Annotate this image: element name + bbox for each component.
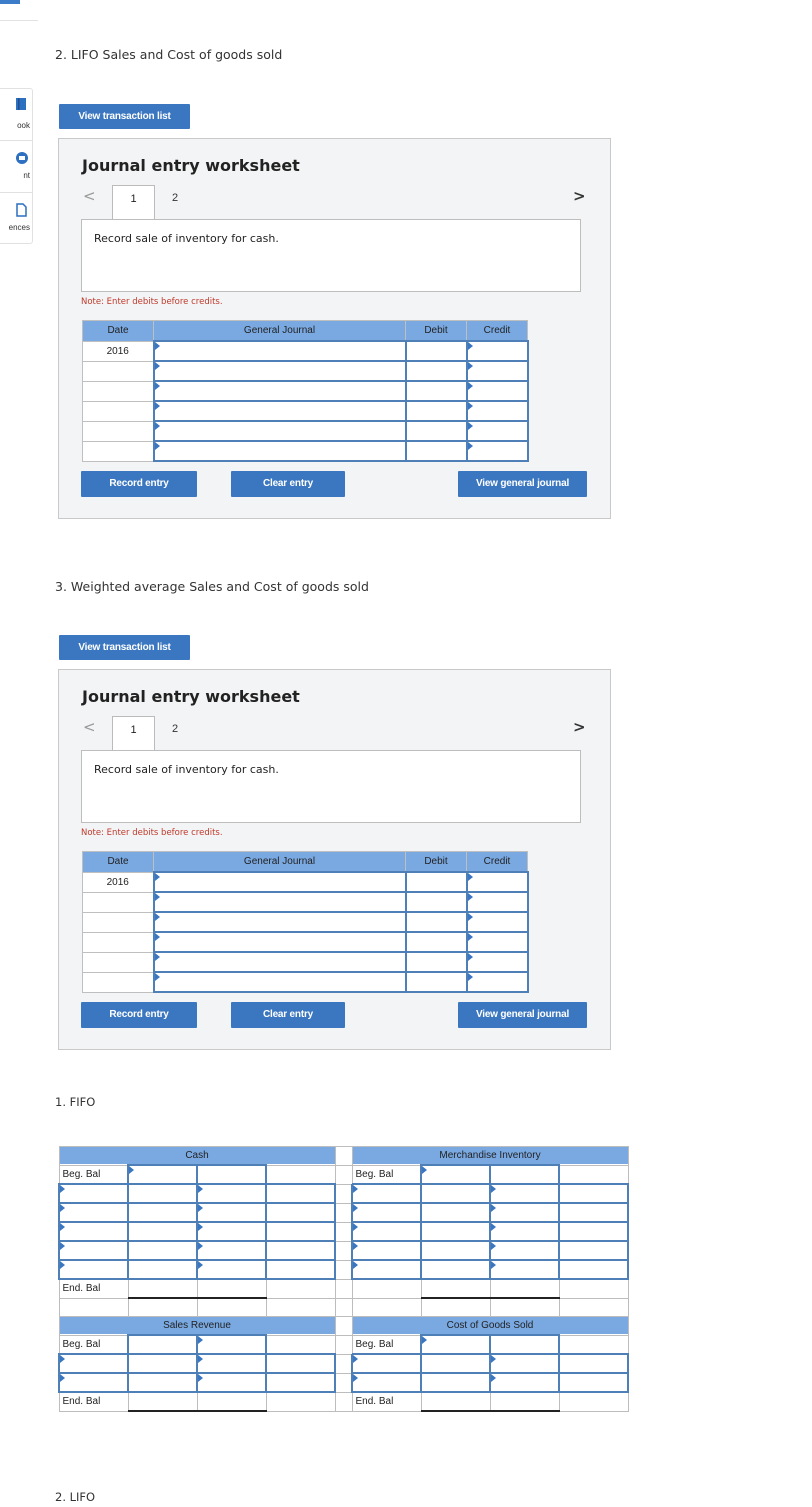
table-row	[83, 872, 528, 892]
table-row	[83, 381, 528, 401]
t-cell	[559, 1279, 628, 1298]
next-arrow-icon[interactable]: >	[573, 187, 586, 205]
t-cell	[352, 1298, 421, 1317]
table-row	[59, 1203, 628, 1222]
spacer-cell	[335, 1222, 352, 1241]
note-text: Note: Enter debits before credits.	[81, 828, 223, 838]
t-input[interactable]	[490, 1203, 559, 1222]
dropdown-marker-icon	[491, 1223, 496, 1231]
dropdown-marker-icon	[491, 1355, 496, 1363]
table-header	[83, 321, 528, 342]
dropdown-marker-icon	[353, 1204, 358, 1212]
t-input[interactable]	[197, 1241, 266, 1260]
t-input[interactable]	[421, 1184, 490, 1203]
table-row	[83, 401, 528, 421]
t-input[interactable]	[128, 1203, 197, 1222]
debit-input[interactable]	[406, 341, 467, 361]
table-row	[83, 421, 528, 441]
credit-input[interactable]	[467, 341, 528, 361]
credit-input[interactable]	[467, 892, 528, 912]
dropdown-marker-icon	[491, 1242, 496, 1250]
t-total-cell	[421, 1279, 490, 1298]
table-row	[59, 1222, 628, 1241]
dropdown-marker-icon	[60, 1261, 65, 1269]
t-input[interactable]	[352, 1203, 421, 1222]
record-entry-button[interactable]: Record entry	[81, 471, 197, 497]
date-cell	[83, 892, 154, 912]
debit-input[interactable]	[406, 972, 467, 992]
debit-input[interactable]	[406, 872, 467, 892]
credit-input[interactable]	[467, 872, 528, 892]
dropdown-marker-icon	[155, 382, 160, 390]
table-row	[59, 1147, 628, 1166]
dropdown-marker-icon	[468, 362, 473, 370]
t-input[interactable]	[352, 1241, 421, 1260]
t-input[interactable]	[197, 1165, 266, 1184]
dropdown-marker-icon	[468, 422, 473, 430]
table-row	[83, 892, 528, 912]
t-cell	[490, 1298, 559, 1317]
account-input[interactable]	[154, 892, 406, 912]
account-input[interactable]	[154, 912, 406, 932]
end-bal-label: End. Bal	[59, 1279, 128, 1298]
t-input[interactable]	[128, 1373, 197, 1392]
document-icon	[15, 203, 27, 217]
table-row	[59, 1373, 628, 1392]
dropdown-marker-icon	[491, 1185, 496, 1193]
t-total-cell	[490, 1279, 559, 1298]
account-input[interactable]	[154, 381, 406, 401]
t-input[interactable]	[266, 1260, 335, 1279]
dropdown-marker-icon	[353, 1242, 358, 1250]
t-input[interactable]	[490, 1354, 559, 1373]
sidebar-item-label: nt	[23, 171, 30, 180]
dropdown-marker-icon	[468, 893, 473, 901]
credit-input[interactable]	[467, 972, 528, 992]
dropdown-marker-icon	[60, 1185, 65, 1193]
dropdown-marker-icon	[468, 873, 473, 881]
worksheet-title: Journal entry worksheet	[82, 156, 300, 175]
book-icon	[15, 97, 27, 111]
t-cell	[559, 1335, 628, 1354]
table-row	[83, 341, 528, 361]
debit-input[interactable]	[406, 912, 467, 932]
t-input[interactable]	[266, 1354, 335, 1373]
table-row	[59, 1354, 628, 1373]
t-cell	[266, 1279, 335, 1298]
date-cell	[83, 912, 154, 932]
beg-bal-label: Beg. Bal	[352, 1335, 421, 1354]
t-input[interactable]	[128, 1260, 197, 1279]
account-input[interactable]	[154, 932, 406, 952]
column-date: Date	[83, 321, 154, 342]
tab-2[interactable]: 2	[172, 723, 179, 735]
table-row	[59, 1241, 628, 1260]
t-cell	[266, 1298, 335, 1317]
dropdown-marker-icon	[468, 342, 473, 350]
dropdown-marker-icon	[155, 873, 160, 881]
dropdown-marker-icon	[353, 1374, 358, 1382]
journal-worksheet	[58, 138, 611, 519]
t-input[interactable]	[352, 1222, 421, 1241]
account-title-merchandise-inventory: Merchandise Inventory	[352, 1147, 628, 1166]
dropdown-marker-icon	[353, 1185, 358, 1193]
dropdown-marker-icon	[155, 362, 160, 370]
date-cell: 2016	[83, 341, 154, 361]
t-input[interactable]	[421, 1222, 490, 1241]
t-input[interactable]	[490, 1260, 559, 1279]
table-row	[59, 1335, 628, 1354]
dropdown-marker-icon	[155, 422, 160, 430]
dropdown-marker-icon	[155, 442, 160, 450]
print-icon	[15, 151, 29, 165]
sidebar-item-label: ook	[17, 121, 30, 130]
sidebar-item-references[interactable]	[0, 193, 32, 244]
table-row	[59, 1317, 628, 1336]
dropdown-marker-icon	[129, 1166, 134, 1174]
t-accounts-grid	[58, 1146, 629, 1412]
tab-2[interactable]: 2	[172, 192, 179, 204]
clear-entry-button[interactable]: Clear entry	[231, 1002, 345, 1028]
dropdown-marker-icon	[468, 953, 473, 961]
t-input[interactable]	[59, 1260, 128, 1279]
t-input[interactable]	[421, 1354, 490, 1373]
description-text: Record sale of inventory for cash.	[94, 763, 279, 776]
t-total-cell	[197, 1392, 266, 1411]
t-cell	[421, 1298, 490, 1317]
dropdown-marker-icon	[60, 1374, 65, 1382]
account-input[interactable]	[154, 361, 406, 381]
table-row	[83, 952, 528, 972]
dropdown-marker-icon	[155, 933, 160, 941]
credit-input[interactable]	[467, 401, 528, 421]
spacer-cell	[335, 1260, 352, 1279]
t-input[interactable]	[59, 1354, 128, 1373]
date-cell	[83, 441, 154, 461]
spacer-cell	[335, 1335, 352, 1354]
t-input[interactable]	[559, 1203, 628, 1222]
account-input[interactable]	[154, 401, 406, 421]
sidebar	[0, 88, 33, 244]
end-bal-label	[352, 1279, 421, 1298]
spacer-cell	[335, 1317, 352, 1336]
debit-input[interactable]	[406, 361, 467, 381]
t-input[interactable]	[197, 1184, 266, 1203]
journal-worksheet	[58, 669, 611, 1050]
spacer-cell	[335, 1354, 352, 1373]
section-title-lifo-footer: 2. LIFO	[55, 1490, 96, 1504]
journal-table	[82, 851, 529, 993]
date-cell	[83, 932, 154, 952]
t-input[interactable]	[266, 1203, 335, 1222]
t-total-cell	[421, 1392, 490, 1411]
account-input[interactable]	[154, 421, 406, 441]
dropdown-marker-icon	[491, 1261, 496, 1269]
credit-input[interactable]	[467, 381, 528, 401]
dropdown-marker-icon	[198, 1336, 203, 1344]
t-input[interactable]	[421, 1260, 490, 1279]
t-cell	[559, 1165, 628, 1184]
section-title-weighted-average: 3. Weighted average Sales and Cost of goods sold	[55, 579, 369, 594]
column-credit: Credit	[467, 321, 528, 342]
t-input[interactable]	[490, 1165, 559, 1184]
t-input[interactable]	[421, 1373, 490, 1392]
t-input[interactable]	[490, 1373, 559, 1392]
t-cell	[266, 1392, 335, 1411]
dropdown-marker-icon	[468, 382, 473, 390]
dropdown-marker-icon	[353, 1223, 358, 1231]
t-input[interactable]	[421, 1203, 490, 1222]
date-cell: 2016	[83, 872, 154, 892]
account-input[interactable]	[154, 952, 406, 972]
credit-input[interactable]	[467, 441, 528, 461]
t-cell	[59, 1298, 128, 1317]
account-title-sales-revenue: Sales Revenue	[59, 1317, 335, 1336]
t-input[interactable]	[352, 1260, 421, 1279]
t-input[interactable]	[559, 1241, 628, 1260]
section-title-fifo: 1. FIFO	[55, 1095, 96, 1109]
record-entry-button[interactable]: Record entry	[81, 1002, 197, 1028]
dropdown-marker-icon	[353, 1355, 358, 1363]
table-row	[59, 1165, 628, 1184]
description-text: Record sale of inventory for cash.	[94, 232, 279, 245]
t-input[interactable]	[197, 1373, 266, 1392]
column-general-journal: General Journal	[154, 321, 406, 342]
view-transaction-list-button[interactable]: View transaction list	[59, 635, 190, 660]
beg-bal-label: Beg. Bal	[59, 1165, 128, 1184]
prev-arrow-icon[interactable]: <	[83, 718, 96, 736]
debit-input[interactable]	[406, 421, 467, 441]
t-input[interactable]	[59, 1373, 128, 1392]
journal-table	[82, 320, 529, 462]
dropdown-marker-icon	[155, 893, 160, 901]
t-input[interactable]	[59, 1203, 128, 1222]
dropdown-marker-icon	[198, 1261, 203, 1269]
beg-bal-label: Beg. Bal	[59, 1335, 128, 1354]
spacer-cell	[335, 1184, 352, 1203]
dropdown-marker-icon	[198, 1355, 203, 1363]
table-row	[83, 912, 528, 932]
t-input[interactable]	[490, 1241, 559, 1260]
t-cell	[559, 1298, 628, 1317]
date-cell	[83, 972, 154, 992]
clear-entry-button[interactable]: Clear entry	[231, 471, 345, 497]
credit-input[interactable]	[467, 361, 528, 381]
t-cell	[197, 1298, 266, 1317]
account-input[interactable]	[154, 972, 406, 992]
t-input[interactable]	[490, 1222, 559, 1241]
column-date: Date	[83, 852, 154, 873]
t-input[interactable]	[128, 1354, 197, 1373]
dropdown-marker-icon	[468, 933, 473, 941]
table-header	[83, 852, 528, 873]
t-input[interactable]	[197, 1260, 266, 1279]
t-input[interactable]	[197, 1222, 266, 1241]
view-transaction-list-button[interactable]: View transaction list	[59, 104, 190, 129]
spacer-cell	[335, 1241, 352, 1260]
note-text: Note: Enter debits before credits.	[81, 297, 223, 307]
t-cell	[266, 1165, 335, 1184]
t-total-cell	[490, 1392, 559, 1411]
dropdown-marker-icon	[491, 1204, 496, 1212]
t-input[interactable]	[128, 1335, 197, 1354]
debit-input[interactable]	[406, 401, 467, 421]
t-input[interactable]	[266, 1222, 335, 1241]
dropdown-marker-icon	[198, 1223, 203, 1231]
account-input[interactable]	[154, 341, 406, 361]
t-input[interactable]	[559, 1260, 628, 1279]
t-input[interactable]	[421, 1335, 490, 1354]
t-input[interactable]	[197, 1335, 266, 1354]
dropdown-marker-icon	[60, 1242, 65, 1250]
credit-input[interactable]	[467, 421, 528, 441]
credit-input[interactable]	[467, 932, 528, 952]
tab-1[interactable]: 1	[112, 716, 155, 750]
t-input[interactable]	[59, 1241, 128, 1260]
debit-input[interactable]	[406, 381, 467, 401]
account-title-cash: Cash	[59, 1147, 335, 1166]
t-total-cell	[128, 1279, 197, 1298]
dropdown-marker-icon	[155, 973, 160, 981]
worksheet-title: Journal entry worksheet	[82, 687, 300, 706]
dropdown-marker-icon	[60, 1355, 65, 1363]
debit-input[interactable]	[406, 952, 467, 972]
debit-input[interactable]	[406, 932, 467, 952]
t-input[interactable]	[559, 1373, 628, 1392]
beg-bal-label: Beg. Bal	[352, 1165, 421, 1184]
column-general-journal: General Journal	[154, 852, 406, 873]
entry-description	[81, 219, 581, 292]
account-title-cost-of-goods-sold: Cost of Goods Sold	[352, 1317, 628, 1336]
t-input[interactable]	[59, 1184, 128, 1203]
t-cell	[266, 1335, 335, 1354]
sidebar-item-label: ences	[8, 223, 30, 232]
account-input[interactable]	[154, 441, 406, 461]
dropdown-marker-icon	[491, 1374, 496, 1382]
dropdown-marker-icon	[422, 1336, 427, 1344]
dropdown-marker-icon	[198, 1204, 203, 1212]
t-input[interactable]	[128, 1241, 197, 1260]
t-input[interactable]	[266, 1184, 335, 1203]
dropdown-marker-icon	[60, 1223, 65, 1231]
t-input[interactable]	[352, 1373, 421, 1392]
date-cell	[83, 381, 154, 401]
dropdown-marker-icon	[198, 1242, 203, 1250]
dropdown-marker-icon	[468, 973, 473, 981]
account-input[interactable]	[154, 872, 406, 892]
t-cell	[559, 1392, 628, 1411]
column-debit: Debit	[406, 852, 467, 873]
t-input[interactable]	[559, 1222, 628, 1241]
dropdown-marker-icon	[468, 402, 473, 410]
t-input[interactable]	[421, 1241, 490, 1260]
top-accent-bar	[0, 0, 20, 4]
dropdown-marker-icon	[198, 1374, 203, 1382]
date-cell	[83, 952, 154, 972]
date-cell	[83, 361, 154, 381]
t-input[interactable]	[128, 1184, 197, 1203]
table-row	[59, 1184, 628, 1203]
spacer-cell	[335, 1165, 352, 1184]
dropdown-marker-icon	[155, 402, 160, 410]
view-general-journal-button[interactable]: View general journal	[458, 1002, 587, 1028]
table-row	[83, 441, 528, 461]
dropdown-marker-icon	[155, 913, 160, 921]
t-total-cell	[128, 1392, 197, 1411]
t-input[interactable]	[128, 1165, 197, 1184]
t-total-cell	[197, 1279, 266, 1298]
column-debit: Debit	[406, 321, 467, 342]
dropdown-marker-icon	[198, 1185, 203, 1193]
table-row	[83, 972, 528, 992]
date-cell	[83, 401, 154, 421]
end-bal-label: End. Bal	[59, 1392, 128, 1411]
dropdown-marker-icon	[60, 1204, 65, 1212]
dropdown-marker-icon	[155, 342, 160, 350]
t-input[interactable]	[352, 1184, 421, 1203]
spacer-cell	[335, 1203, 352, 1222]
t-input[interactable]	[490, 1335, 559, 1354]
column-credit: Credit	[467, 852, 528, 873]
t-input[interactable]	[352, 1354, 421, 1373]
table-row	[59, 1298, 628, 1317]
table-row	[59, 1260, 628, 1279]
end-bal-label: End. Bal	[352, 1392, 421, 1411]
next-arrow-icon[interactable]: >	[573, 718, 586, 736]
t-input[interactable]	[266, 1373, 335, 1392]
t-input[interactable]	[128, 1222, 197, 1241]
sidebar-item-print[interactable]	[0, 141, 32, 193]
dropdown-marker-icon	[468, 442, 473, 450]
date-cell	[83, 421, 154, 441]
spacer-cell	[335, 1298, 352, 1317]
table-row	[59, 1279, 628, 1298]
dropdown-marker-icon	[155, 953, 160, 961]
dropdown-marker-icon	[422, 1166, 427, 1174]
table-row	[83, 932, 528, 952]
spacer-cell	[335, 1279, 352, 1298]
credit-input[interactable]	[467, 912, 528, 932]
entry-description	[81, 750, 581, 823]
sidebar-item-ebook[interactable]	[0, 89, 32, 141]
t-input[interactable]	[197, 1203, 266, 1222]
section-title-lifo: 2. LIFO Sales and Cost of goods sold	[55, 47, 283, 62]
dropdown-marker-icon	[468, 913, 473, 921]
t-input[interactable]	[490, 1184, 559, 1203]
spacer-cell	[335, 1392, 352, 1411]
t-input[interactable]	[559, 1184, 628, 1203]
table-row	[59, 1392, 628, 1411]
t-input[interactable]	[421, 1165, 490, 1184]
t-input[interactable]	[559, 1354, 628, 1373]
tab-1[interactable]: 1	[112, 185, 155, 219]
t-input[interactable]	[59, 1222, 128, 1241]
view-general-journal-button[interactable]: View general journal	[458, 471, 587, 497]
debit-input[interactable]	[406, 441, 467, 461]
credit-input[interactable]	[467, 952, 528, 972]
t-input[interactable]	[197, 1354, 266, 1373]
dropdown-marker-icon	[353, 1261, 358, 1269]
table-row	[83, 361, 528, 381]
spacer-cell	[335, 1147, 352, 1166]
prev-arrow-icon[interactable]: <	[83, 187, 96, 205]
t-cell	[128, 1298, 197, 1317]
spacer-cell	[335, 1373, 352, 1392]
t-input[interactable]	[266, 1241, 335, 1260]
debit-input[interactable]	[406, 892, 467, 912]
top-divider	[0, 20, 38, 21]
